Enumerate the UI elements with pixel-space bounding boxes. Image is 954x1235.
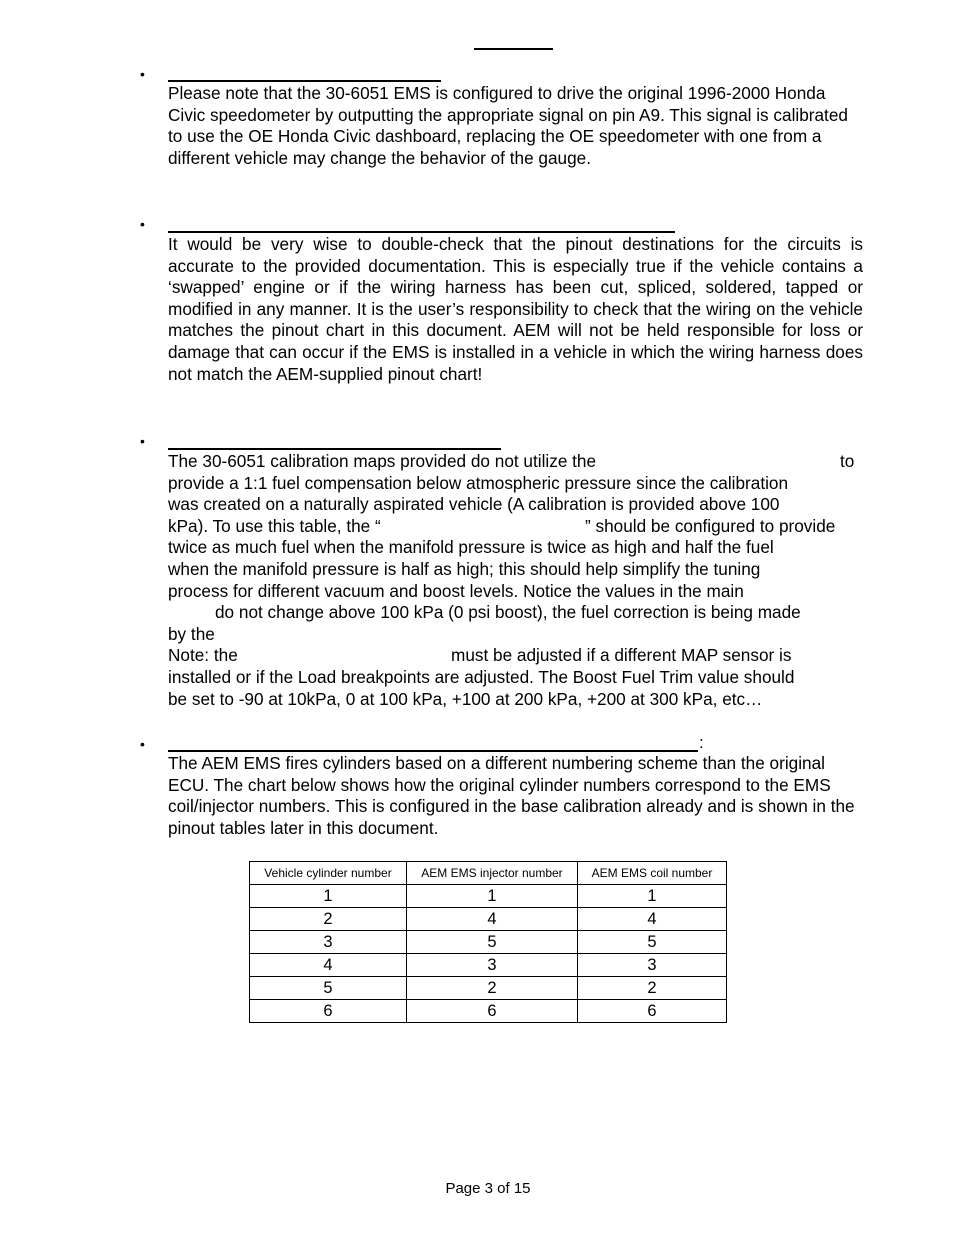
column-header: AEM EMS injector number [407, 862, 578, 885]
table-cell: 6 [578, 1000, 727, 1023]
heading-underline [168, 231, 675, 233]
table-cell: 4 [578, 908, 727, 931]
table-cell: 3 [578, 954, 727, 977]
text-line: twice as much fuel when the manifold pressure is twice as high and half the fuel [168, 537, 774, 558]
bullet-marker: • [140, 433, 145, 449]
table-cell: 3 [407, 954, 578, 977]
column-header: AEM EMS coil number [578, 862, 727, 885]
table-cell: 2 [578, 977, 727, 1000]
table-row [250, 1000, 727, 1023]
text-line: installed or if the Load breakpoints are adjusted. The Boost Fuel Trim value should [168, 666, 795, 687]
table-cell: 4 [407, 908, 578, 931]
heading-underline [168, 750, 698, 752]
bullet-marker: • [140, 66, 145, 82]
table-row [250, 908, 727, 931]
heading-colon: : [699, 733, 704, 752]
table-cell: 5 [578, 931, 727, 954]
table-cell: 1 [407, 885, 578, 908]
cylinder-mapping-table [249, 861, 727, 1023]
column-header: Vehicle cylinder number [250, 862, 407, 885]
fuel-compensation-note [168, 451, 863, 710]
text-line: was created on a naturally aspirated vehicle (A calibration is provided above 100 [168, 494, 780, 515]
paragraph-text: It would be very wise to double-check that the pinout destinations for the circuits is accurate to the provided documentation. This is especially true if the vehicle contains a ‘swapped’ engine or if the wiring harness has been cut, spliced, soldered, tapped or modified in any manner. It is the user’s responsibility to check that the wiring on the vehicle matches the pinout chart in this document. AEM will not be held responsible for loss or damage that can occur if the EMS is installed in a vehicle in which the wiring harness does not match the AEM-supplied pinout chart! [168, 234, 863, 384]
bullet-marker: • [140, 216, 145, 232]
paragraph-text: Please note that the 30-6051 EMS is configured to drive the original 1996-2000 Honda Civic speedometer by outputting the appropriate signal on pin A9. This signal is calibrated to use the OE Honda Civic dashboard, replacing the OE speedometer with one from a different vehicle may change the behavior of the gauge. [168, 83, 848, 168]
table-cell: 6 [250, 1000, 407, 1023]
text-line: process for different vacuum and boost levels. Notice the values in the main [168, 580, 744, 601]
table-cell: 4 [250, 954, 407, 977]
title-underline [474, 48, 553, 50]
table-row [250, 885, 727, 908]
text-line: The 30-6051 calibration maps provided do not utilize the to [168, 451, 855, 471]
table-cell: 5 [250, 977, 407, 1000]
text-line: be set to -90 at 10kPa, 0 at 100 kPa, +100 at 200 kPa, +200 at 300 kPa, etc… [168, 688, 763, 709]
table-row [250, 977, 727, 1000]
text-line: kPa). To use this table, the “ ” should be configured to provide [168, 515, 836, 536]
paragraph-text: The AEM EMS fires cylinders based on a different numbering scheme than the original ECU. The chart below shows how the original cylinder numbers correspond to the EMS coil/injector numbers. This is configured in the base calibration already and is shown in the pinout tables later in this document. [168, 753, 855, 838]
speedometer-note [168, 83, 848, 169]
table-cell: 1 [250, 885, 407, 908]
table-cell: 2 [250, 908, 407, 931]
heading-underline [168, 448, 501, 450]
pinout-warning [168, 234, 863, 385]
table-row [250, 954, 727, 977]
text-line: by the [168, 623, 215, 644]
table-cell: 6 [407, 1000, 578, 1023]
table-header-row [250, 862, 727, 885]
heading-underline [168, 80, 441, 82]
text-line: do not change above 100 kPa (0 psi boost), the fuel correction is being made [215, 602, 801, 623]
table-cell: 5 [407, 931, 578, 954]
text-line: provide a 1:1 fuel compensation below atmospheric pressure since the calibration [168, 472, 789, 493]
text-line: when the manifold pressure is half as high; this should help simplify the tuning [168, 558, 761, 579]
page-number: Page 3 of 15 [445, 1180, 531, 1197]
table-cell: 1 [578, 885, 727, 908]
table-cell: 3 [250, 931, 407, 954]
bullet-marker: • [140, 736, 145, 752]
text-line: Note: the must be adjusted if a different MAP sensor is [168, 645, 792, 666]
table-cell: 2 [407, 977, 578, 1000]
table-row [250, 931, 727, 954]
cylinder-numbering-note [168, 753, 858, 839]
